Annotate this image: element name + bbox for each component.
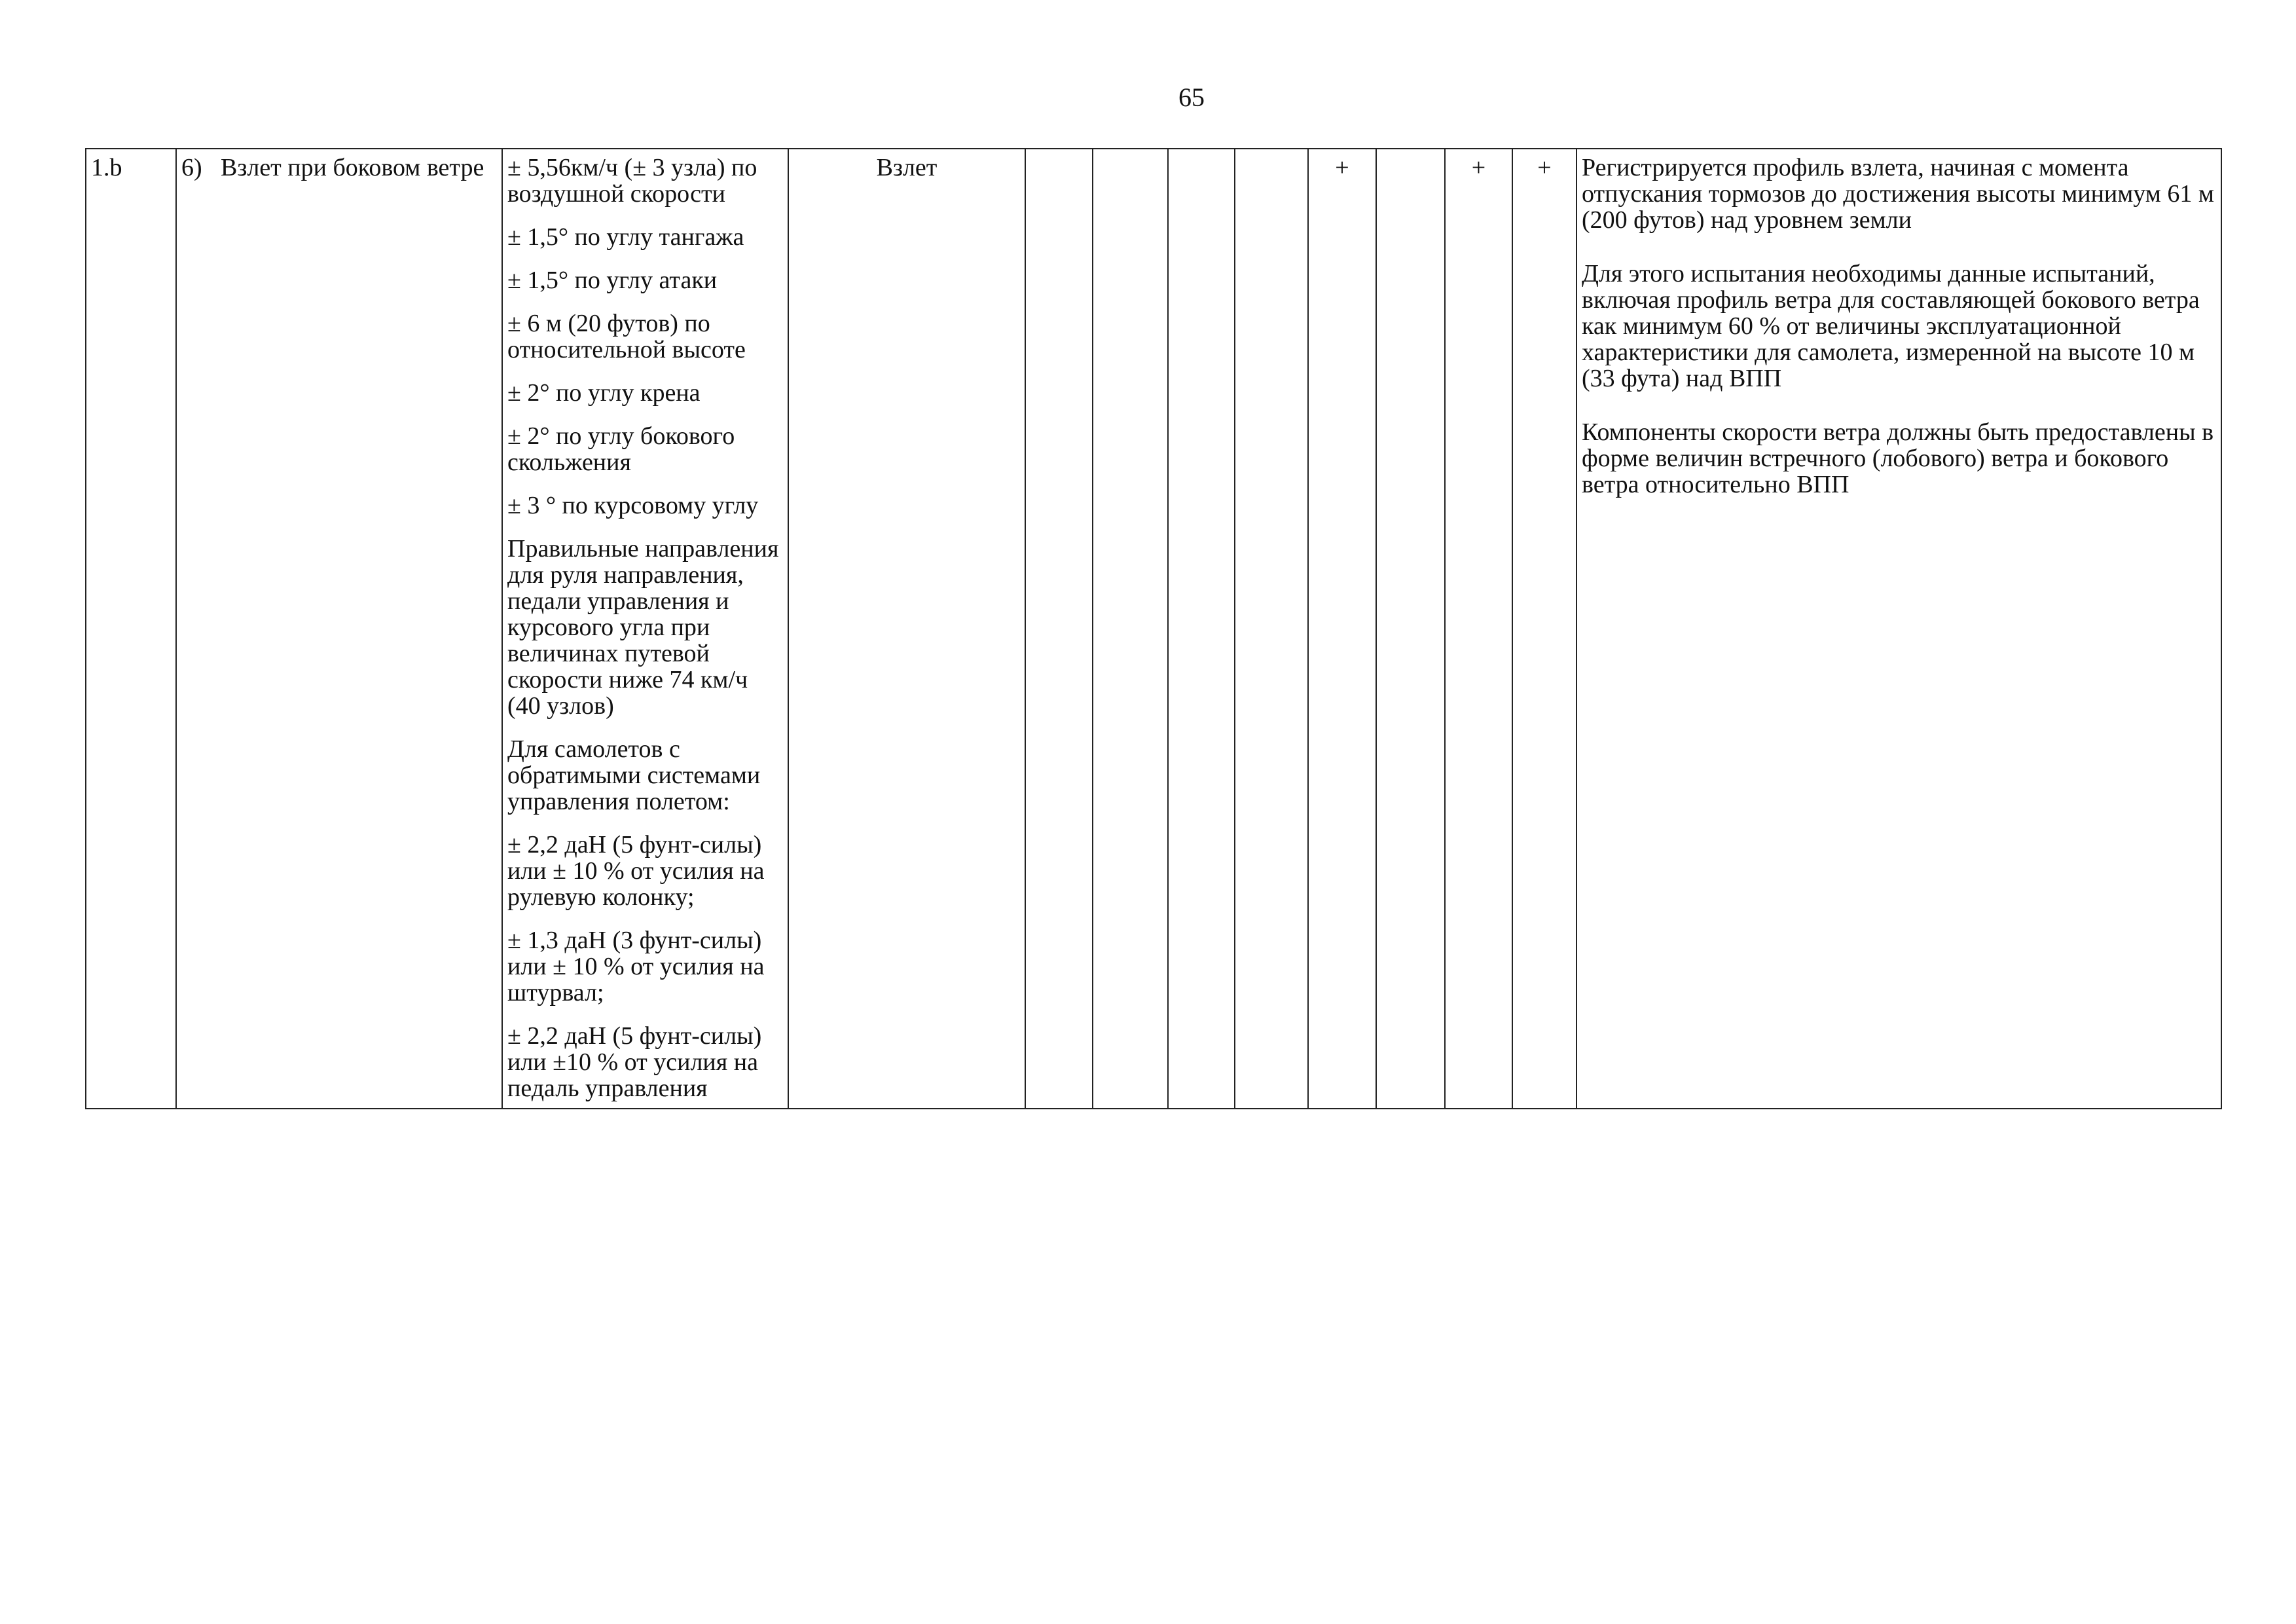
tolerance-item: ± 2° по углу бокового скольжения: [507, 422, 735, 476]
mark-cell-2: [1093, 149, 1168, 1109]
remark-item: Для этого испытания необходимы данные испытаний, включая профиль ветра для составляющей бокового ветра как минимум 60 % от величины эксплуатационной характеристики для самолета, измеренной на высоте 10 м (33 фута) над ВПП: [1582, 260, 2200, 392]
item-number: 6): [181, 154, 202, 181]
tolerance-item: ± 1,5° по углу тангажа: [507, 223, 744, 251]
mark-cell-1: [1025, 149, 1093, 1109]
remark-item: Регистрируется профиль взлета, начиная с момента отпускания тормозов до достижения высоты минимум 61 м (200 футов) над уровнем земли: [1582, 154, 2214, 234]
table-row: [86, 149, 2221, 1109]
tolerance-item: ± 1,5° по углу атаки: [507, 267, 718, 294]
mark-cell-5: +: [1308, 149, 1376, 1109]
tolerance-item: ± 5,56км/ч (± 3 узла) по воздушной скорости: [507, 154, 757, 208]
remark-item: Компоненты скорости ветра должны быть предоставлены в форме величин встречного (лобового) ветра и бокового ветра относительно ВПП: [1582, 418, 2214, 498]
requirements-table: [85, 148, 2222, 1109]
tolerance-item: Для самолетов с обратимыми системами управления полетом:: [507, 735, 761, 815]
mark-cell-8: +: [1512, 149, 1576, 1109]
tolerances-cell: [502, 149, 788, 1109]
test-title: Взлет при боковом ветре: [221, 154, 484, 181]
tolerance-item: ± 2,2 даН (5 фунт-силы) или ± 10 % от усилия на рулевую колонку;: [507, 831, 765, 911]
tolerance-item: ± 2° по углу крена: [507, 379, 701, 407]
tolerance-item: ± 1,3 даН (3 фунт-силы) или ± 10 % от усилия на штурвал;: [507, 927, 765, 1006]
tolerance-item: ± 6 м (20 футов) по относительной высоте: [507, 310, 746, 363]
mark-cell-6: [1376, 149, 1445, 1109]
mark-cell-4: [1235, 149, 1308, 1109]
test-code: 1.b: [86, 149, 176, 1109]
mark-cell-7: +: [1445, 149, 1512, 1109]
test-title-cell: [176, 149, 502, 1109]
tolerance-item: ± 2,2 даН (5 фунт-силы) или ±10 % от усилия на педаль управления: [507, 1022, 762, 1102]
mark-cell-3: [1168, 149, 1235, 1109]
flight-condition: Взлет: [788, 149, 1025, 1109]
page-number: 65: [1178, 83, 1205, 112]
tolerance-item: Правильные направления для руля направления, педали управления и курсового угла при величинах путевой скорости ниже 74 км/ч (40 узлов): [507, 535, 779, 720]
tolerance-item: ± 3 ° по курсовому углу: [507, 492, 759, 519]
remarks-cell: [1576, 149, 2221, 1109]
